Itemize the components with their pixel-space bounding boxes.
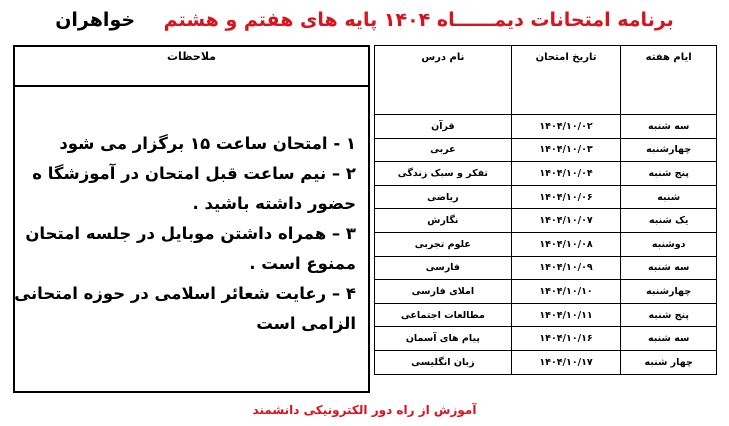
cell-day: پنج شنبه [621,303,717,327]
cell-date: ۱۴۰۴/۱۰/۱۰ [511,280,621,304]
cell-subject: عربی [375,138,512,162]
note-line: ممنوع است . [249,254,356,273]
note-line: الزامی است [256,314,356,333]
cell-date: ۱۴۰۴/۱۰/۰۹ [511,256,621,280]
cell-day: سه شنبه [621,327,717,351]
note-line: حضور داشته باشید . [192,194,356,213]
cell-day: شنبه [621,185,717,209]
title-main: برنامه امتحانات دیمــــــاه ۱۴۰۴ پایه های هفتم و هشتم [163,9,674,31]
cell-subject: علوم تجربی [375,232,512,256]
header-subject: نام درس [375,46,512,115]
table-row [375,162,717,186]
table-row [375,327,717,351]
cell-day: چهارشنبه [621,280,717,304]
cell-date: ۱۴۰۴/۱۰/۰۳ [511,138,621,162]
cell-day: سه شنبه [621,256,717,280]
table-row [375,138,717,162]
cell-subject: ریاضی [375,185,512,209]
cell-date: ۱۴۰۴/۱۰/۱۷ [511,350,621,374]
cell-day: چهار شنبه [621,350,717,374]
table-row [375,350,717,374]
exam-schedule-table [374,45,717,375]
table-row [375,185,717,209]
table-row [375,256,717,280]
note-line: ۴ – رعایت شعائر اسلامی در حوزه امتحانی [14,284,356,303]
cell-day: یک شنبه [621,209,717,233]
header-date: تاریخ امتحان [511,46,621,115]
table-row [375,232,717,256]
cell-date: ۱۴۰۴/۱۰/۰۴ [511,162,621,186]
notes-panel [13,45,370,393]
cell-day: سه شنبه [621,115,717,139]
cell-date: ۱۴۰۴/۱۰/۰۸ [511,232,621,256]
note-line: ۳ – همراه داشتن موبایل در جلسه امتحان [25,224,356,243]
cell-date: ۱۴۰۴/۱۰/۰۷ [511,209,621,233]
cell-subject: زبان انگلیسی [375,350,512,374]
cell-subject: فارسی [375,256,512,280]
cell-subject: قرآن [375,115,512,139]
cell-date: ۱۴۰۴/۱۰/۱۶ [511,327,621,351]
cell-day: چهارشنبه [621,138,717,162]
table-row [375,115,717,139]
cell-subject: پیام های آسمان [375,327,512,351]
header-day: ایام هفته [621,46,717,115]
cell-day: پنج شنبه [621,162,717,186]
cell-date: ۱۴۰۴/۱۰/۰۶ [511,185,621,209]
cell-date: ۱۴۰۴/۱۰/۰۲ [511,115,621,139]
page-title [0,4,729,36]
table-row [375,280,717,304]
notes-list [15,87,368,339]
notes-heading: ملاحظات [15,47,368,87]
title-suffix: خواهران [55,9,136,31]
cell-subject: تفکر و سبک زندگی [375,162,512,186]
table-row [375,303,717,327]
table-row [375,209,717,233]
cell-date: ۱۴۰۴/۱۰/۱۱ [511,303,621,327]
cell-subject: املای فارسی [375,280,512,304]
footer-credit: آموزش از راه دور الکترونیکی دانشمند [252,403,477,417]
cell-day: دوشنبه [621,232,717,256]
cell-subject: مطالعات اجتماعی [375,303,512,327]
cell-subject: نگارش [375,209,512,233]
table-header-row [375,46,717,115]
note-line: ۱ - امتحان ساعت ۱۵ برگزار می شود [59,134,356,153]
note-line: ۲ – نیم ساعت قبل امتحان در آموزشگا ه [32,164,356,183]
